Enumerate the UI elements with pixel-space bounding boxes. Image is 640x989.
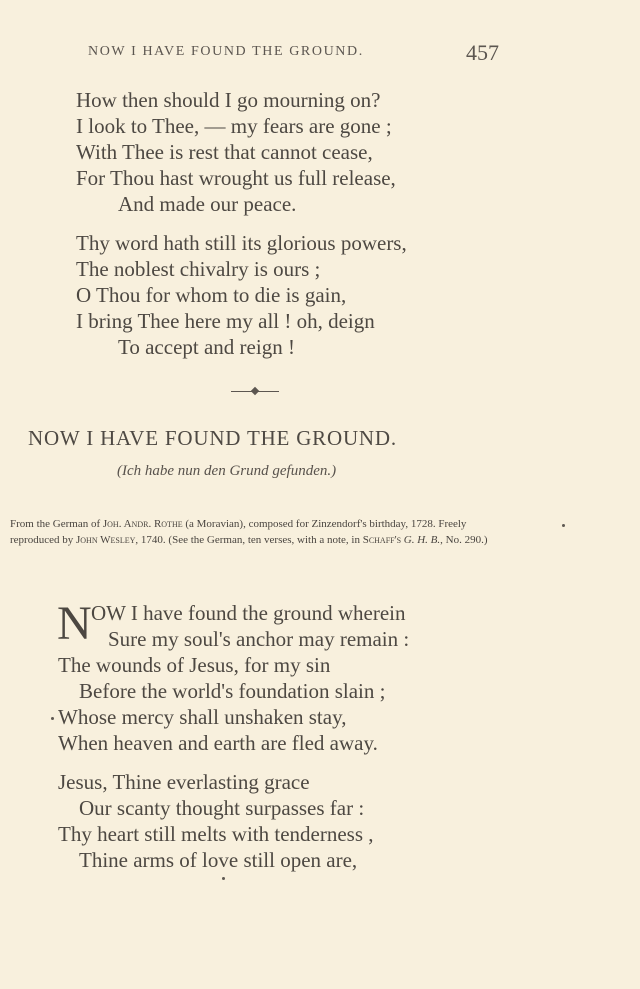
print-speck	[222, 877, 225, 880]
note-text: , 1740. (See the German, ten verses, with a note, in	[135, 534, 363, 546]
poem-line: Sure my soul's anchor may remain :	[108, 627, 410, 651]
author-name: Joh. Andr. Rothe	[102, 518, 183, 530]
section-divider-ornament	[231, 386, 279, 398]
poem-line: Thy heart still melts with tenderness ,	[58, 822, 374, 846]
poem-line: How then should I go mourning on?	[76, 88, 381, 112]
running-head: NOW I HAVE FOUND THE GROUND.	[88, 44, 364, 59]
poem-line: Before the world's foundation slain ;	[79, 679, 386, 703]
poem-line: Our scanty thought surpasses far :	[79, 796, 365, 820]
poem-line: Thine arms of love still open are,	[79, 848, 358, 872]
poem-line: I look to Thee, — my fears are gone ;	[76, 114, 392, 138]
print-speck	[51, 717, 54, 720]
note-text: From the German of	[10, 518, 103, 530]
attribution-note	[10, 516, 512, 548]
poem-line: When heaven and earth are fled away.	[58, 731, 378, 755]
print-speck	[562, 524, 565, 527]
page-number: 457	[466, 40, 499, 65]
poem-line: The wounds of Jesus, for my sin	[58, 653, 331, 677]
poem-line: I bring Thee here my all ! oh, deign	[76, 309, 375, 333]
poem-line: Thy word hath still its glorious powers,	[76, 231, 407, 255]
poem-line: The noblest chivalry is ours ;	[76, 257, 321, 281]
drop-cap: N	[57, 597, 92, 650]
poem-line: With Thee is rest that cannot cease,	[76, 140, 373, 164]
hymn-subtitle: (Ich habe nun den Grund gefunden.)	[117, 463, 337, 479]
translator-name: John Wesley	[75, 534, 136, 546]
source-name: Schaff's	[362, 534, 402, 546]
poem-line: Jesus, Thine everlasting grace	[58, 770, 310, 794]
poem-line: To accept and reign !	[118, 335, 295, 359]
poem-line: For Thou hast wrought us full release,	[76, 166, 396, 190]
source-title: G. H. B.	[403, 534, 441, 546]
poem-line: O Thou for whom to die is gain,	[76, 283, 347, 307]
poem-line: Whose mercy shall unshaken stay,	[58, 705, 347, 729]
poem-line: OW I have found the ground wherein	[91, 601, 406, 625]
hymn-title: NOW I HAVE FOUND THE GROUND.	[28, 426, 397, 450]
poem-line: And made our peace.	[118, 192, 297, 216]
note-text: , No. 290.)	[440, 534, 488, 546]
note-text: (a Moravian), composed for Zinzendorf's birthday, 1728. Freely reproduced by	[10, 518, 467, 546]
